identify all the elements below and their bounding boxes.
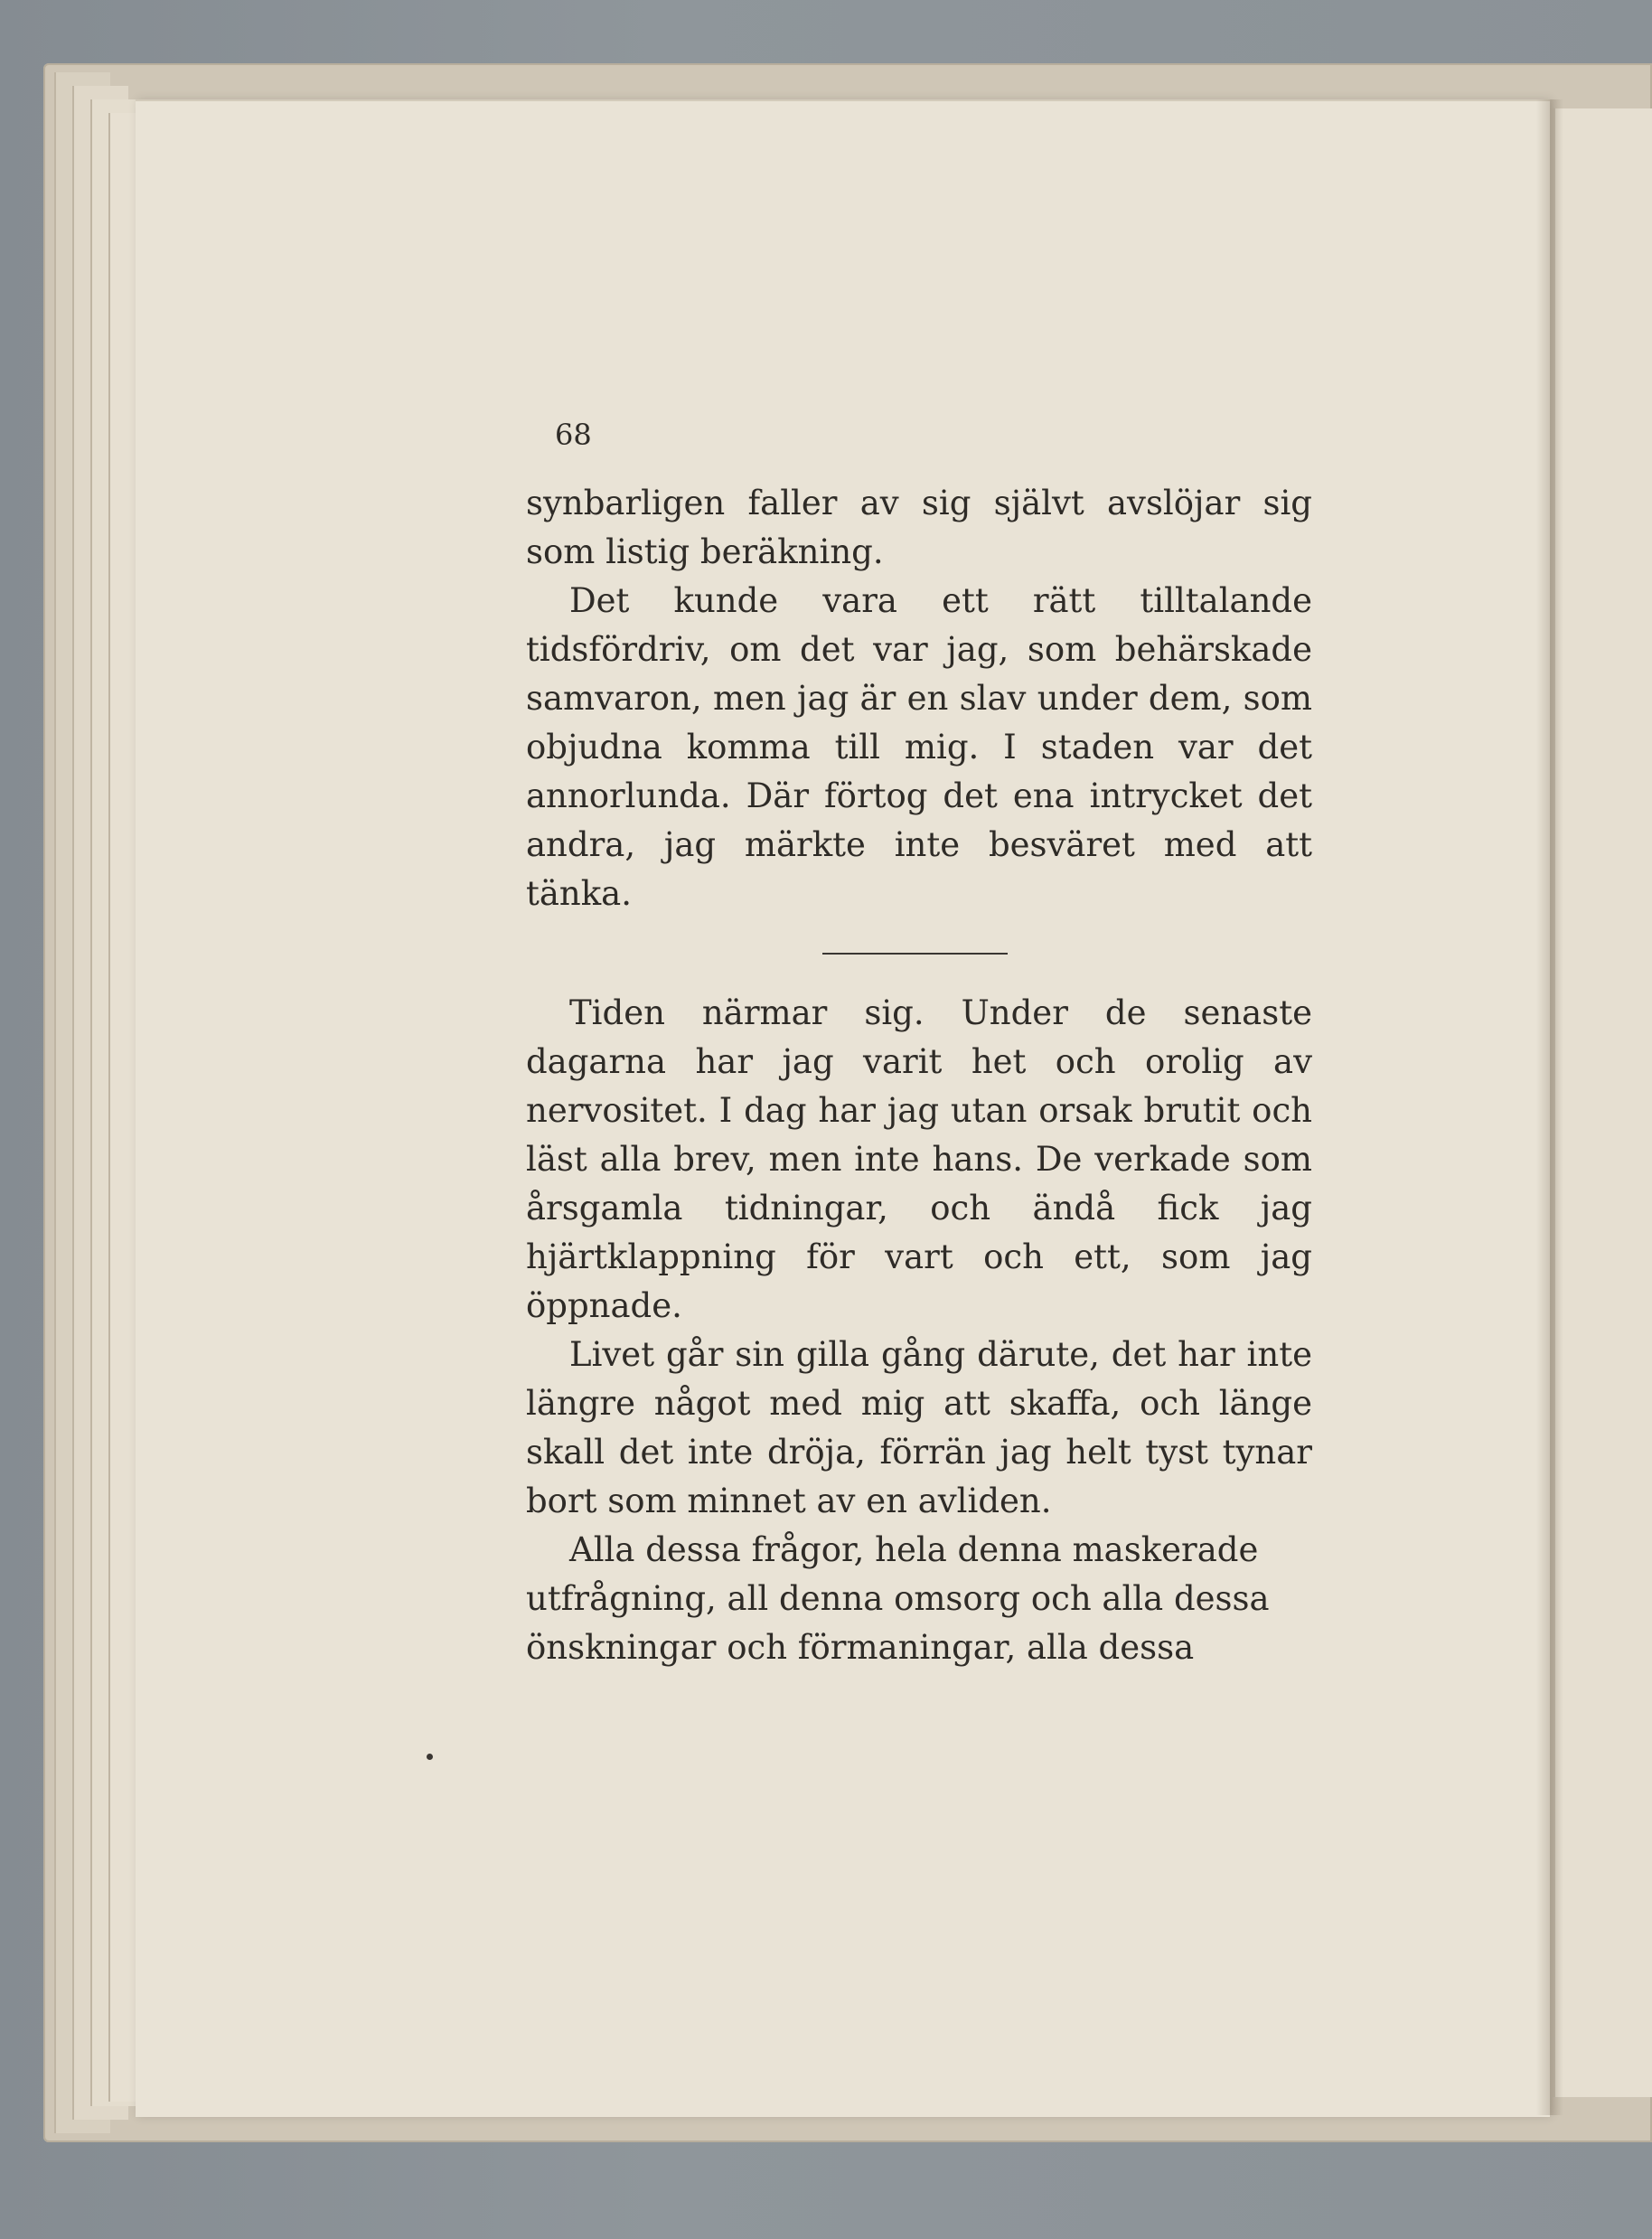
ink-speck	[427, 1754, 433, 1760]
page-number: 68	[555, 418, 592, 452]
paragraph: Tiden närmar sig. Under de senaste dagarna har jag varit het och orolig av nervositet. I dag har jag utan orsak brutit och läst alla brev, men inte hans. De verkade som årsgamla tidningar, och ändå fick jag hjärtklappning för vart och ett, som jag öppnade.	[526, 993, 1312, 1325]
right-page	[1553, 108, 1652, 2097]
paragraph: synbarligen faller av sig självt avslöjar sig som listig beräkning.	[526, 484, 1312, 571]
paragraph: Det kunde vara ett rätt tilltalande tidsfördriv, om det var jag, som behärskade samvaron, men jag är en slav under dem, som objudna komma till mig. I staden var det annorlunda. Där förtog det ena intrycket det andra, jag märkte inte besväret med att tänka.	[526, 581, 1312, 913]
paragraph: Alla dessa frågor, hela denna maskerade utfrågning, all denna omsorg och alla dessa önskningar och förmaningar, alla dessa	[526, 1530, 1270, 1667]
section-divider	[822, 953, 1008, 955]
paragraph: Livet går sin gilla gång därute, det har inte längre något med mig att skaffa, och länge skall det inte dröja, förrän jag helt tyst tynar bort som minnet av en avliden.	[526, 1335, 1312, 1520]
book-gutter	[1536, 99, 1563, 2115]
page-text	[526, 479, 1312, 1672]
